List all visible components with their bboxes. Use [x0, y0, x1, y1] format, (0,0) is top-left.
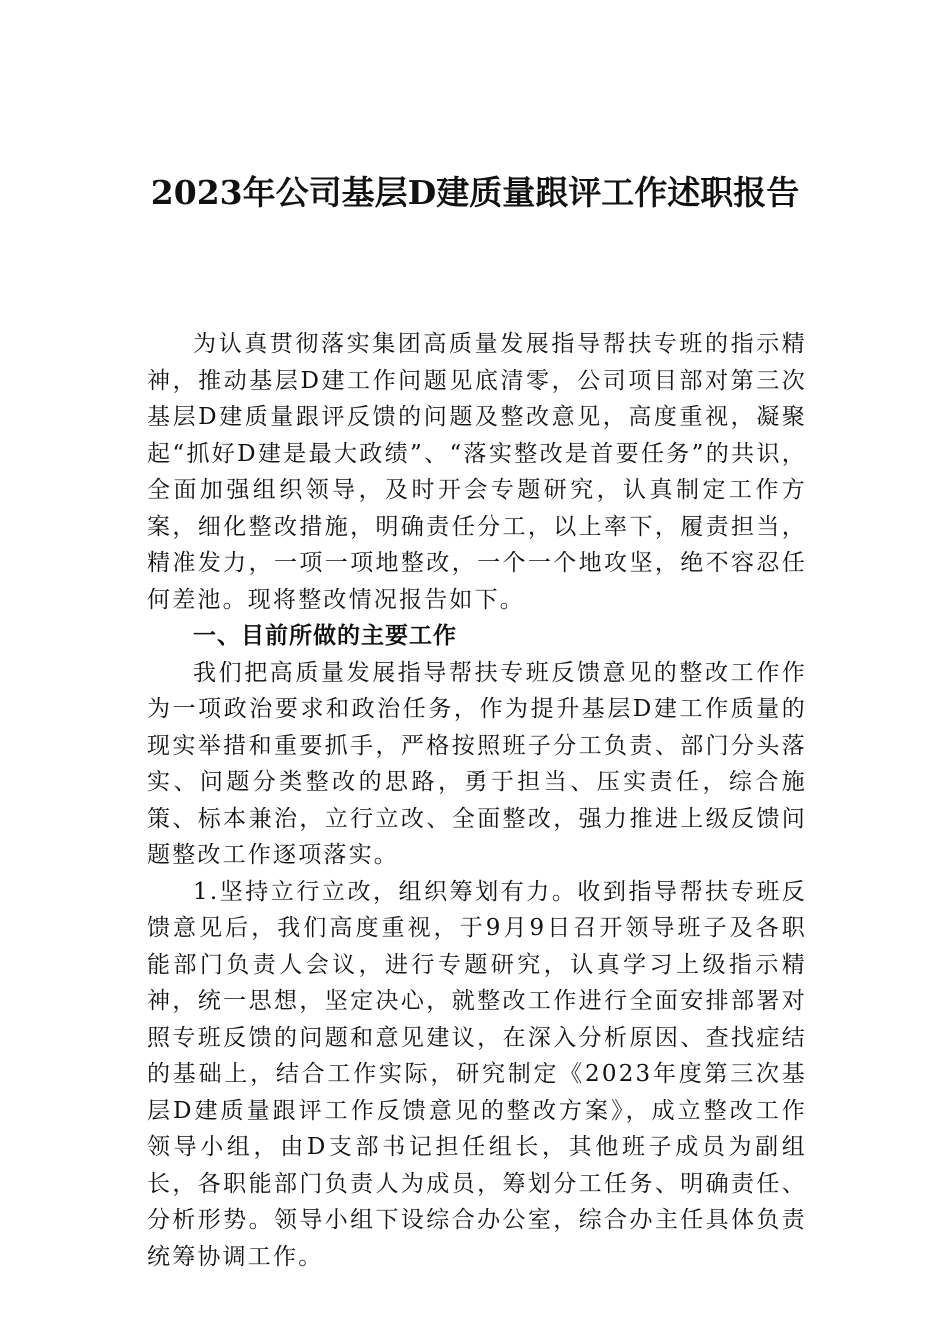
body-paragraph: 为认真贯彻落实集团高质量发展指导帮扶专班的指示精神，推动基层D建工作问题见底清零，公司项目部对第三次基层D建质量跟评反馈的问题及整改意见，高度重视，凝聚起“抓好D建是最大政绩”、“落实整改是首要任务”的共识，全面加强组织领导，及时开会专题研究，认真制定工作方案，细化整改措施，明确责任分工，以上率下，履责担当，精准发力，一项一项地整改，一个一个地攻坚，绝不容忍任何差池。现将整改情况报告如下。 [147, 331, 807, 613]
body-paragraph: 1.坚持立行立改，组织筹划有力。收到指导帮扶专班反馈意见后，我们高度重视，于9月9日召开领导班子及各职能部门负责人会议，进行专题研究，认真学习上级指示精神，统一思想，坚定决心，就整改工作进行全面安排部署对照专班反馈的问题和意见建议，在深入分析原因、查找症结的基础上，结合工作实际，研究制定《2023年度第三次基层D建质量跟评工作反馈意见的整改方案》，成立整改工作领导小组，由D支部书记担任组长，其他班子成员为副组长，各职能部门负责人为成员，筹划分工任务、明确责任、分析形势。领导小组下设综合办公室，综合办主任具体负责统筹协调工作。 [147, 878, 807, 1270]
section-heading: 一、目前所做的主要工作 [193, 623, 457, 649]
document-body [147, 326, 807, 1275]
document-title: 2023年公司基层D建质量跟评工作述职报告 [150, 173, 800, 212]
body-paragraph: 我们把高质量发展指导帮扶专班反馈意见的整改工作作为一项政治要求和政治任务，作为提升基层D建工作质量的现实举措和重要抓手，严格按照班子分工负责、部门分头落实、问题分类整改的思路，勇于担当、压实责任，综合施策、标本兼治，立行立改、全面整改，强力推进上级反馈问题整改工作逐项落实。 [147, 659, 807, 868]
